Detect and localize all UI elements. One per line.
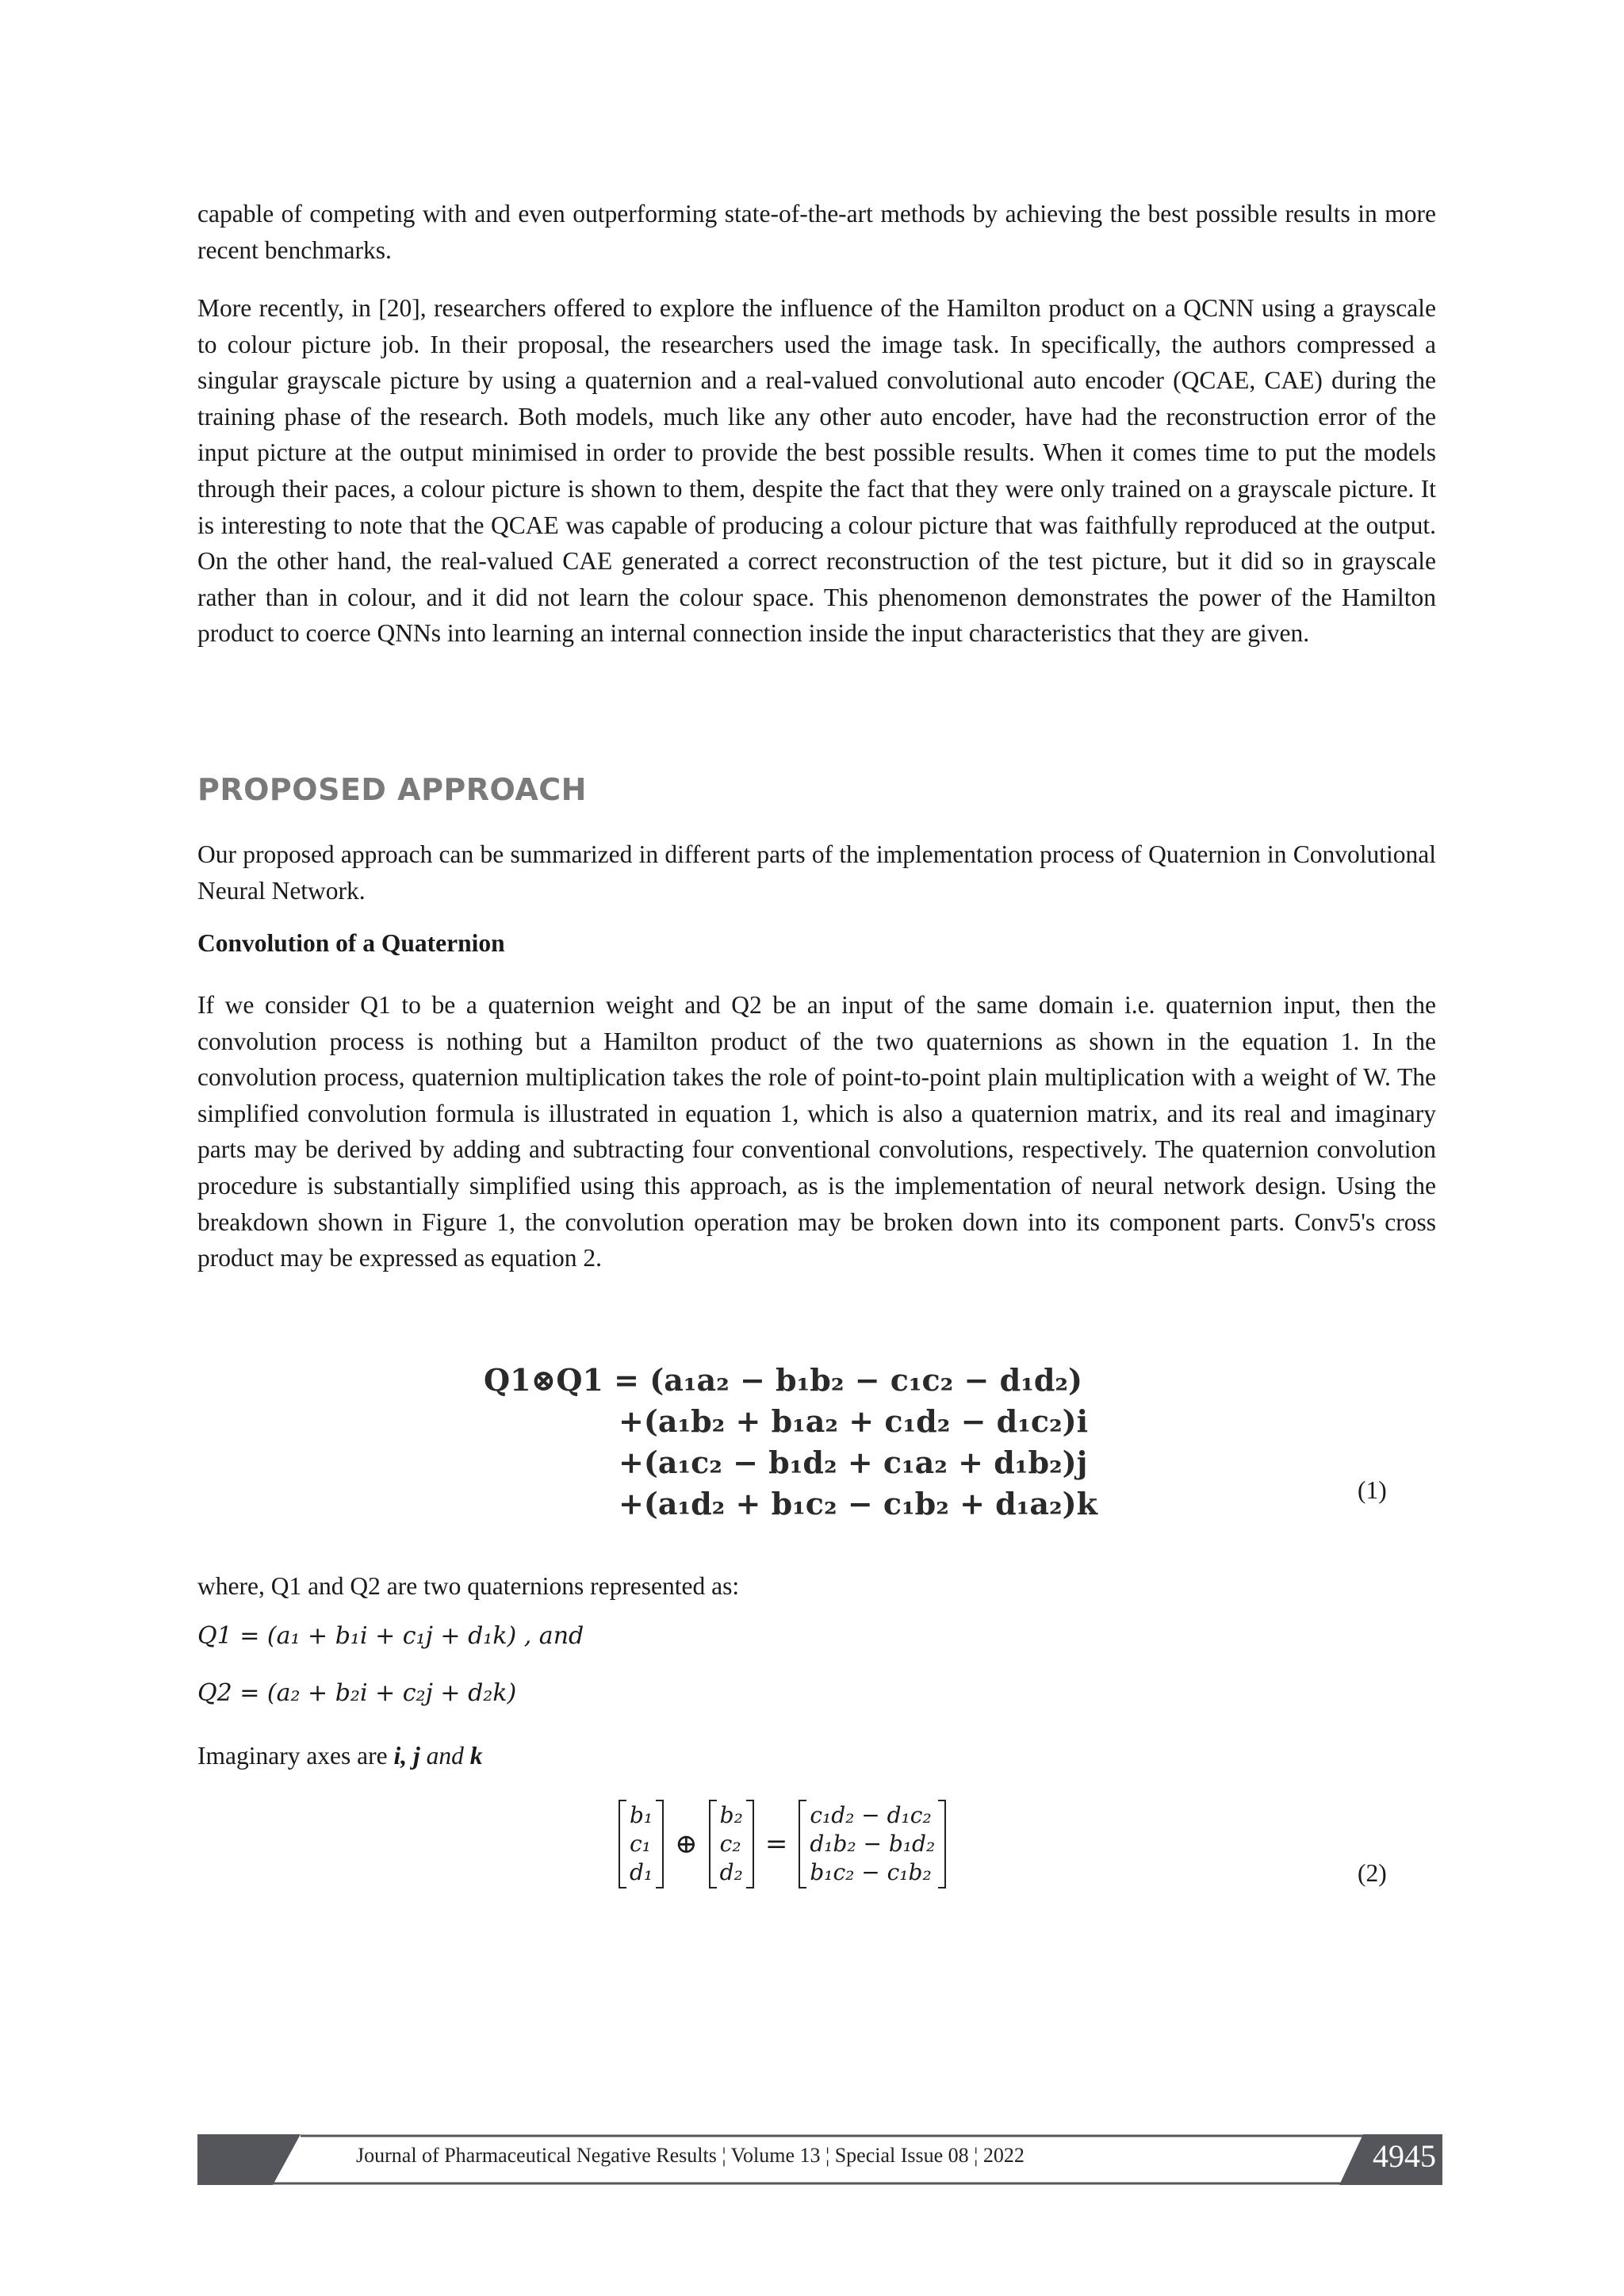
imaginary-axes-and: and (419, 1742, 470, 1770)
page-footer (197, 2134, 1442, 2185)
equation-2-number: (2) (1358, 1859, 1387, 1887)
equation-1-line: +(a₁c₂ − b₁d₂ + c₁a₂ + d₁b₂)j (619, 1445, 1088, 1480)
matrix-cell: d₁b₂ − b₁d₂ (810, 1831, 936, 1857)
matrix-cell: d₂ (719, 1859, 743, 1885)
paragraph-intro-continuation: capable of competing with and even outperforming state-of-the-art methods by achieving the best possible results in more recent benchmarks. (197, 200, 1436, 264)
matrix-left (619, 1800, 664, 1888)
page-number: 4945 (1373, 2138, 1436, 2174)
paragraph-convolution: If we consider Q1 to be a quaternion weight and Q2 be an input of the same domain i.e. quaternion input, then the convolution process is nothing but a Hamilton product of the two quaternions as shown in the equation 1. In the convolution process, quaternion multiplication takes the role of point-to-point plain multiplication with a weight of W. The simplified convolution formula is illustrated in equation 1, which is also a quaternion matrix, and its real and imaginary parts may be derived by adding and subtracting four conventional convolutions, respectively. The quaternion convolution procedure is substantially simplified using this approach, as is the implementation of neural network design. Using the breakdown shown in Figure 1, the convolution operation may be broken down into its component parts. Conv5's cross product may be expressed as equation 2. (197, 991, 1436, 1272)
equation-2 (619, 1800, 946, 1888)
q2-definition: Q2 = (a₂ + b₂i + c₂j + d₂k) (197, 1679, 517, 1707)
matrix-middle (709, 1800, 754, 1888)
paragraph-related-work: More recently, in [20], researchers offered to explore the influence of the Hamilton product on a QCNN using a grayscale to colour picture job. In their proposal, the researchers used the image task. In specifically, the authors compressed a singular grayscale picture by using a quaternion and a real-valued convolutional auto encoder (QCAE, CAE) during the training phase of the research. Both models, much like any other auto encoder, have had the reconstruction error of the input picture at the output minimised in order to provide the best possible results. When it comes time to put the models through their paces, a colour picture is shown to them, despite the fact that they were only trained on a grayscale picture. It is interesting to note that the QCAE was capable of producing a colour picture that was faithfully reproduced at the output. On the other hand, the real-valued CAE generated a correct reconstruction of the test picture, but it did so in grayscale rather than in colour, and it did not learn the colour space. This phenomenon demonstrates the power of the Hamilton product to coerce QNNs into learning an internal connection inside the input characteristics that they are given. (197, 294, 1436, 648)
matrix-cell: c₂ (719, 1831, 741, 1857)
equation-1-line: +(a₁d₂ + b₁c₂ − c₁b₂ + d₁a₂)k (619, 1486, 1097, 1521)
equation-1 (484, 1360, 1097, 1525)
matrix-cell: d₁ (630, 1859, 653, 1885)
equation-1-line: Q1⊗Q1 = (a₁a₂ − b₁b₂ − c₁c₂ − d₁d₂) (484, 1362, 1083, 1398)
imaginary-axes-ij: i, j (393, 1742, 420, 1770)
paragraph-approach-summary: Our proposed approach can be summarized in different parts of the implementation process of Quaternion in Convolutional Neural Network. (197, 840, 1436, 905)
imaginary-axes-k: k (469, 1742, 483, 1770)
imaginary-axes-prefix: Imaginary axes are (197, 1742, 394, 1770)
matrix-right (799, 1800, 946, 1888)
matrix-cell: b₂ (719, 1802, 743, 1828)
subsection-heading: Convolution of a Quaternion (197, 929, 505, 957)
journal-citation: Journal of Pharmaceutical Negative Results ¦ Volume 13 ¦ Special Issue 08 ¦ 2022 (356, 2144, 1025, 2167)
matrix-cell: b₁ (630, 1802, 653, 1828)
equals-sign: = (764, 1828, 788, 1860)
equation-1-line: +(a₁b₂ + b₁a₂ + c₁d₂ − d₁c₂)i (619, 1403, 1089, 1439)
matrix-cell: c₁d₂ − d₁c₂ (810, 1802, 932, 1828)
section-heading: PROPOSED APPROACH (197, 772, 587, 807)
matrix-cell: b₁c₂ − c₁b₂ (810, 1859, 932, 1885)
paragraph-quaternion-def: where, Q1 and Q2 are two quaternions represented as: (197, 1572, 740, 1600)
equation-1-number: (1) (1358, 1476, 1387, 1504)
cross-product-operator: ⊕ (675, 1828, 698, 1860)
imaginary-axes-line (197, 1738, 1436, 1774)
q1-definition: Q1 = (a₁ + b₁i + c₁j + d₁k) , and (197, 1622, 584, 1650)
matrix-cell: c₁ (630, 1831, 651, 1857)
